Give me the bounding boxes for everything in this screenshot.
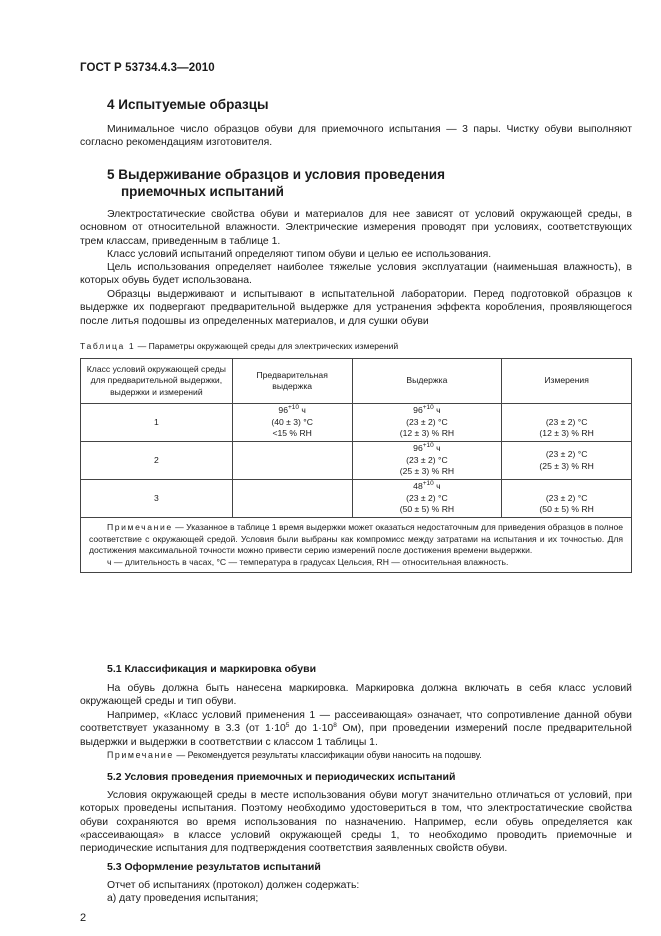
- header-preconditioning: Предварительная выдержка: [232, 359, 352, 404]
- section-5-3-item-a: а) дату проведения испытания;: [107, 893, 259, 904]
- hold-tolerance: +10: [422, 480, 434, 488]
- cell-measurement: [502, 442, 632, 480]
- cell-preconditioning: [232, 480, 352, 518]
- table-note-text: — Указанное в таблице 1 время выдержки может оказаться недостаточным для приведения образцов в полное соответствие с окружающей средой. Условия были выбраны как компромисс между затратами на испытания и их точностью. Для достижения максимальной точности можно привести серию измерений после достижения времени выдержки.: [89, 522, 623, 556]
- hold-time: 96: [413, 405, 423, 416]
- meas-humidity: (50 ± 5) % RH: [539, 504, 594, 515]
- cell-class: 2: [81, 442, 233, 480]
- hold-humidity: (50 ± 5) % RH: [399, 504, 455, 515]
- cell-measurement: [502, 480, 632, 518]
- section-5-title: [107, 166, 445, 200]
- cell-class: 3: [81, 480, 233, 518]
- hold-time: 96: [413, 443, 423, 454]
- section-5-3-title: 5.3 Оформление результатов испытаний: [107, 861, 321, 873]
- meas-temperature: (23 ± 2) °С: [545, 449, 588, 459]
- cell-measurement: [502, 404, 632, 442]
- page-number: 2: [80, 912, 87, 924]
- section-5-title-line2: приемочных испытаний: [121, 184, 284, 199]
- section-4-paragraph: Минимальное число образцов обуви для приемочного испытания — 3 пары. Чистку обуви выполняют согласно рекомендациям изготовителя.: [80, 124, 632, 149]
- section-5-2-title: 5.2 Условия проведения приемочных и периодических испытаний: [107, 771, 456, 783]
- table-row: [81, 442, 632, 480]
- table-row: [81, 404, 632, 442]
- section-5-1-note-text: — Рекомендуется результаты классификации обуви наносить на подошву.: [173, 750, 482, 760]
- environment-parameters-table: [80, 358, 632, 573]
- table-note-label: Примечание: [107, 522, 173, 532]
- section-5-1-note: [107, 749, 632, 761]
- table-1-caption-text: — Параметры окружающей среды для электрических измерений: [135, 341, 399, 351]
- table-note-paragraph: [89, 522, 623, 557]
- section-5-1-paragraph-1: На обувь должна быть нанесена маркировка. Маркировка должна включать в себя класс условий окружающей среды и тип обуви.: [80, 683, 632, 708]
- meas-temperature: (23 ± 2) °С: [545, 492, 588, 503]
- cell-class: 1: [81, 404, 233, 442]
- hold-temperature: (23 ± 2) °С: [406, 416, 448, 427]
- section-5-paragraph-1: Электростатические свойства обуви и материалов для нее зависят от условий окружающей среды, в основном от относительной влажности. Электрические измерения проводят при условиях, соответствующих трем классам, приведенным в таблице 1.: [80, 209, 632, 247]
- cell-conditioning: [352, 442, 502, 480]
- header-conditioning: Выдержка: [352, 359, 502, 404]
- p2-exponent-1: 5: [285, 722, 290, 730]
- header-class: Класс условий окружающей среды для предварительной выдержки, выдержки и измерений: [81, 359, 233, 404]
- pre-humidity: <15 % RH: [272, 428, 312, 439]
- p2-part-a: Например, «Класс условий применения 1 — рассеивающая» означает, что сопротивление данной обуви соответствует указанному в 3.3 (от 1·10: [80, 710, 632, 735]
- hold-time: 48: [413, 481, 423, 492]
- table-note: [81, 518, 632, 573]
- table-note-row: [81, 518, 632, 573]
- pre-tolerance: +10: [287, 404, 300, 412]
- hold-temperature: (23 ± 2) °С: [406, 492, 448, 503]
- hold-unit: ч: [433, 443, 441, 454]
- hold-temperature: (23 ± 2) °С: [406, 454, 448, 465]
- table-header-row: [81, 359, 632, 404]
- pre-time: 96: [278, 405, 288, 416]
- section-5-1-note-label: Примечание: [107, 750, 174, 760]
- table-note-legend: ч — длительность в часах, °С — температура в градусах Цельсия, RH — относительная влажность.: [107, 556, 509, 567]
- hold-humidity: (12 ± 3) % RH: [399, 428, 455, 439]
- table-row: [81, 480, 632, 518]
- hold-humidity: (25 ± 3) % RH: [399, 466, 455, 477]
- section-5-title-line1: 5 Выдерживание образцов и условия проведения: [107, 167, 445, 182]
- meas-humidity: (25 ± 3) % RH: [539, 460, 594, 471]
- cell-preconditioning: [232, 442, 352, 480]
- section-5-2-paragraph: Условия окружающей среды в месте использования обуви могут значительно отличаться от условий, при которых проведены испытания. Поэтому необходимо удостовериться в том, что электростатические свойства обуви сохраняются во время использования по назначению. Например, если обувь определяется как «рассеивающая» в классе условий окружающей среды 1, то необходимо проводить приемочные и периодические испытания для подтверждения соответствия заявленных свойств обуви.: [80, 790, 632, 855]
- cell-conditioning: [352, 404, 502, 442]
- pre-unit: ч: [299, 405, 306, 416]
- section-5-paragraph-4: Образцы выдерживают и испытывают в испытательной лаборатории. Перед подготовкой образцов к выдержке их подвергают предварительной выдержке для устранения эффекта коробления, проявляющегося после литья подошвы из определенных материалов, и для сушки обуви: [80, 289, 632, 327]
- meas-temperature: (23 ± 2) °С: [545, 416, 588, 427]
- hold-tolerance: +10: [422, 442, 434, 450]
- meas-humidity: (12 ± 3) % RH: [539, 428, 594, 439]
- cell-preconditioning: [232, 404, 352, 442]
- table-1-caption-label: Таблица 1: [80, 341, 136, 351]
- section-4-title: 4 Испытуемые образцы: [107, 97, 269, 112]
- section-5-paragraph-3: Цель использования определяет наиболее тяжелые условия эксплуатации (наименьшая влажность), в которых обувь будет использована.: [80, 262, 632, 287]
- p2-exponent-2: 8: [333, 722, 337, 730]
- standard-header: ГОСТ Р 53734.4.3—2010: [80, 62, 215, 74]
- header-measurement: Измерения: [502, 359, 632, 404]
- hold-tolerance: +10: [422, 404, 434, 412]
- p2-part-c: Ом), при проведении измерений после предварительной выдержки и выдержки в соответствии с классом 1 таблицы 1.: [80, 723, 632, 748]
- table-1-caption: [80, 341, 398, 351]
- p2-part-b: до 1·10: [289, 723, 334, 735]
- section-5-3-paragraph: Отчет об испытаниях (протокол) должен содержать:: [107, 880, 360, 891]
- cell-conditioning: [352, 480, 502, 518]
- section-5-1-paragraph-2: [80, 709, 632, 749]
- section-5-1-title: 5.1 Классификация и маркировка обуви: [107, 663, 317, 675]
- section-5-paragraph-2: Класс условий испытаний определяют типом обуви и целью ее использования.: [107, 249, 492, 260]
- hold-unit: ч: [433, 481, 441, 492]
- pre-temperature: (40 ± 3) °С: [271, 416, 313, 427]
- hold-unit: ч: [433, 405, 441, 416]
